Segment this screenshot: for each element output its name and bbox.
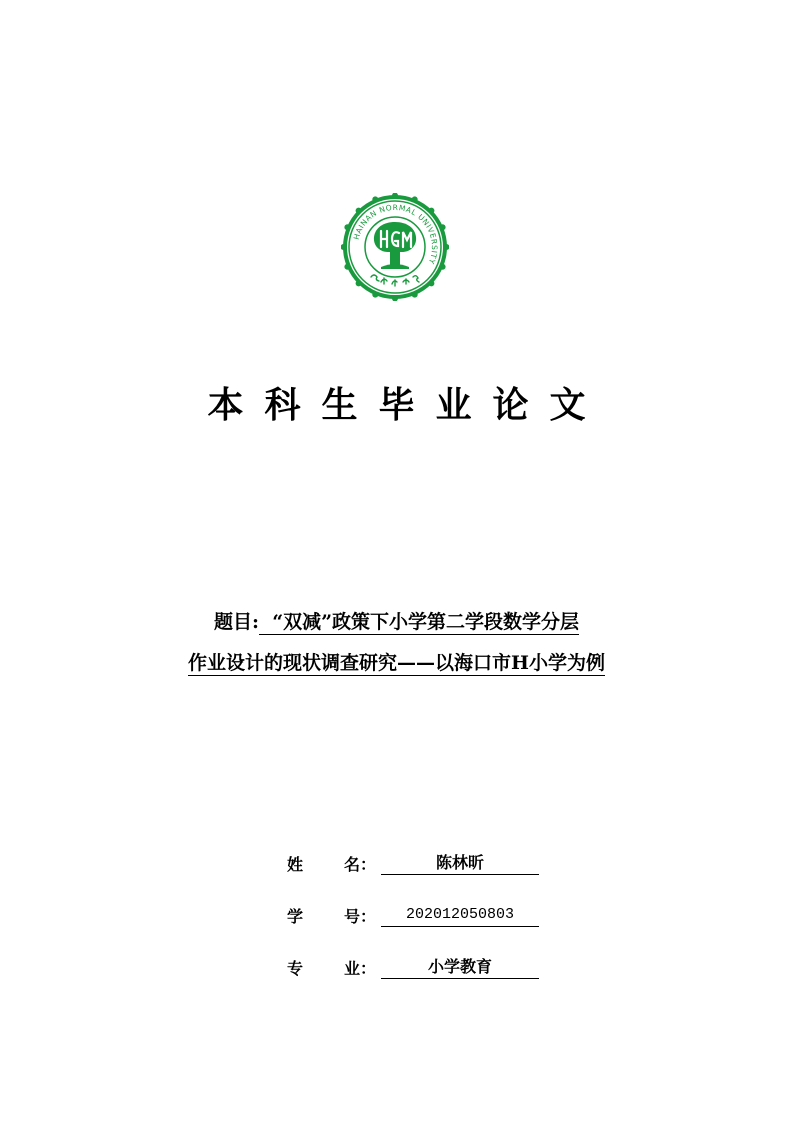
thesis-title-label: 题目: bbox=[213, 611, 259, 633]
thesis-title-text-1 bbox=[259, 611, 579, 635]
hainan-normal-university-seal-icon bbox=[341, 193, 449, 301]
student-name-label-char-1: 姓 bbox=[287, 855, 304, 874]
student-name-label-char-2: 名： bbox=[344, 855, 377, 874]
major-value: 小学教育 bbox=[381, 956, 539, 979]
student-id-label-char-2: 号： bbox=[344, 907, 377, 926]
major-label-char-1: 专 bbox=[287, 959, 304, 978]
svg-text:HAINAN NORMAL UNIVERSITY: HAINAN NORMAL UNIVERSITY bbox=[351, 202, 440, 266]
thesis-title-line-1 bbox=[0, 609, 793, 635]
student-id-label bbox=[287, 904, 377, 930]
student-id-label-char-1: 学 bbox=[287, 907, 304, 926]
thesis-title-line-2 bbox=[0, 650, 793, 676]
thesis-title-text-2: 作业设计的现状调查研究——以海口市H小学为例 bbox=[188, 652, 605, 674]
student-name-label bbox=[287, 852, 377, 878]
student-id-value: 202012050803 bbox=[381, 904, 539, 927]
thesis-title-line-1-value: “双减”政策下小学第二学段数学分层 bbox=[272, 611, 580, 633]
student-id-row bbox=[287, 904, 515, 930]
student-name-row bbox=[287, 852, 484, 878]
major-label-char-2: 业： bbox=[344, 959, 377, 978]
student-name-value: 陈林昕 bbox=[381, 852, 539, 875]
major-row bbox=[287, 956, 492, 982]
document-title: 本科生毕业论文 bbox=[207, 384, 607, 426]
major-label bbox=[287, 956, 377, 982]
